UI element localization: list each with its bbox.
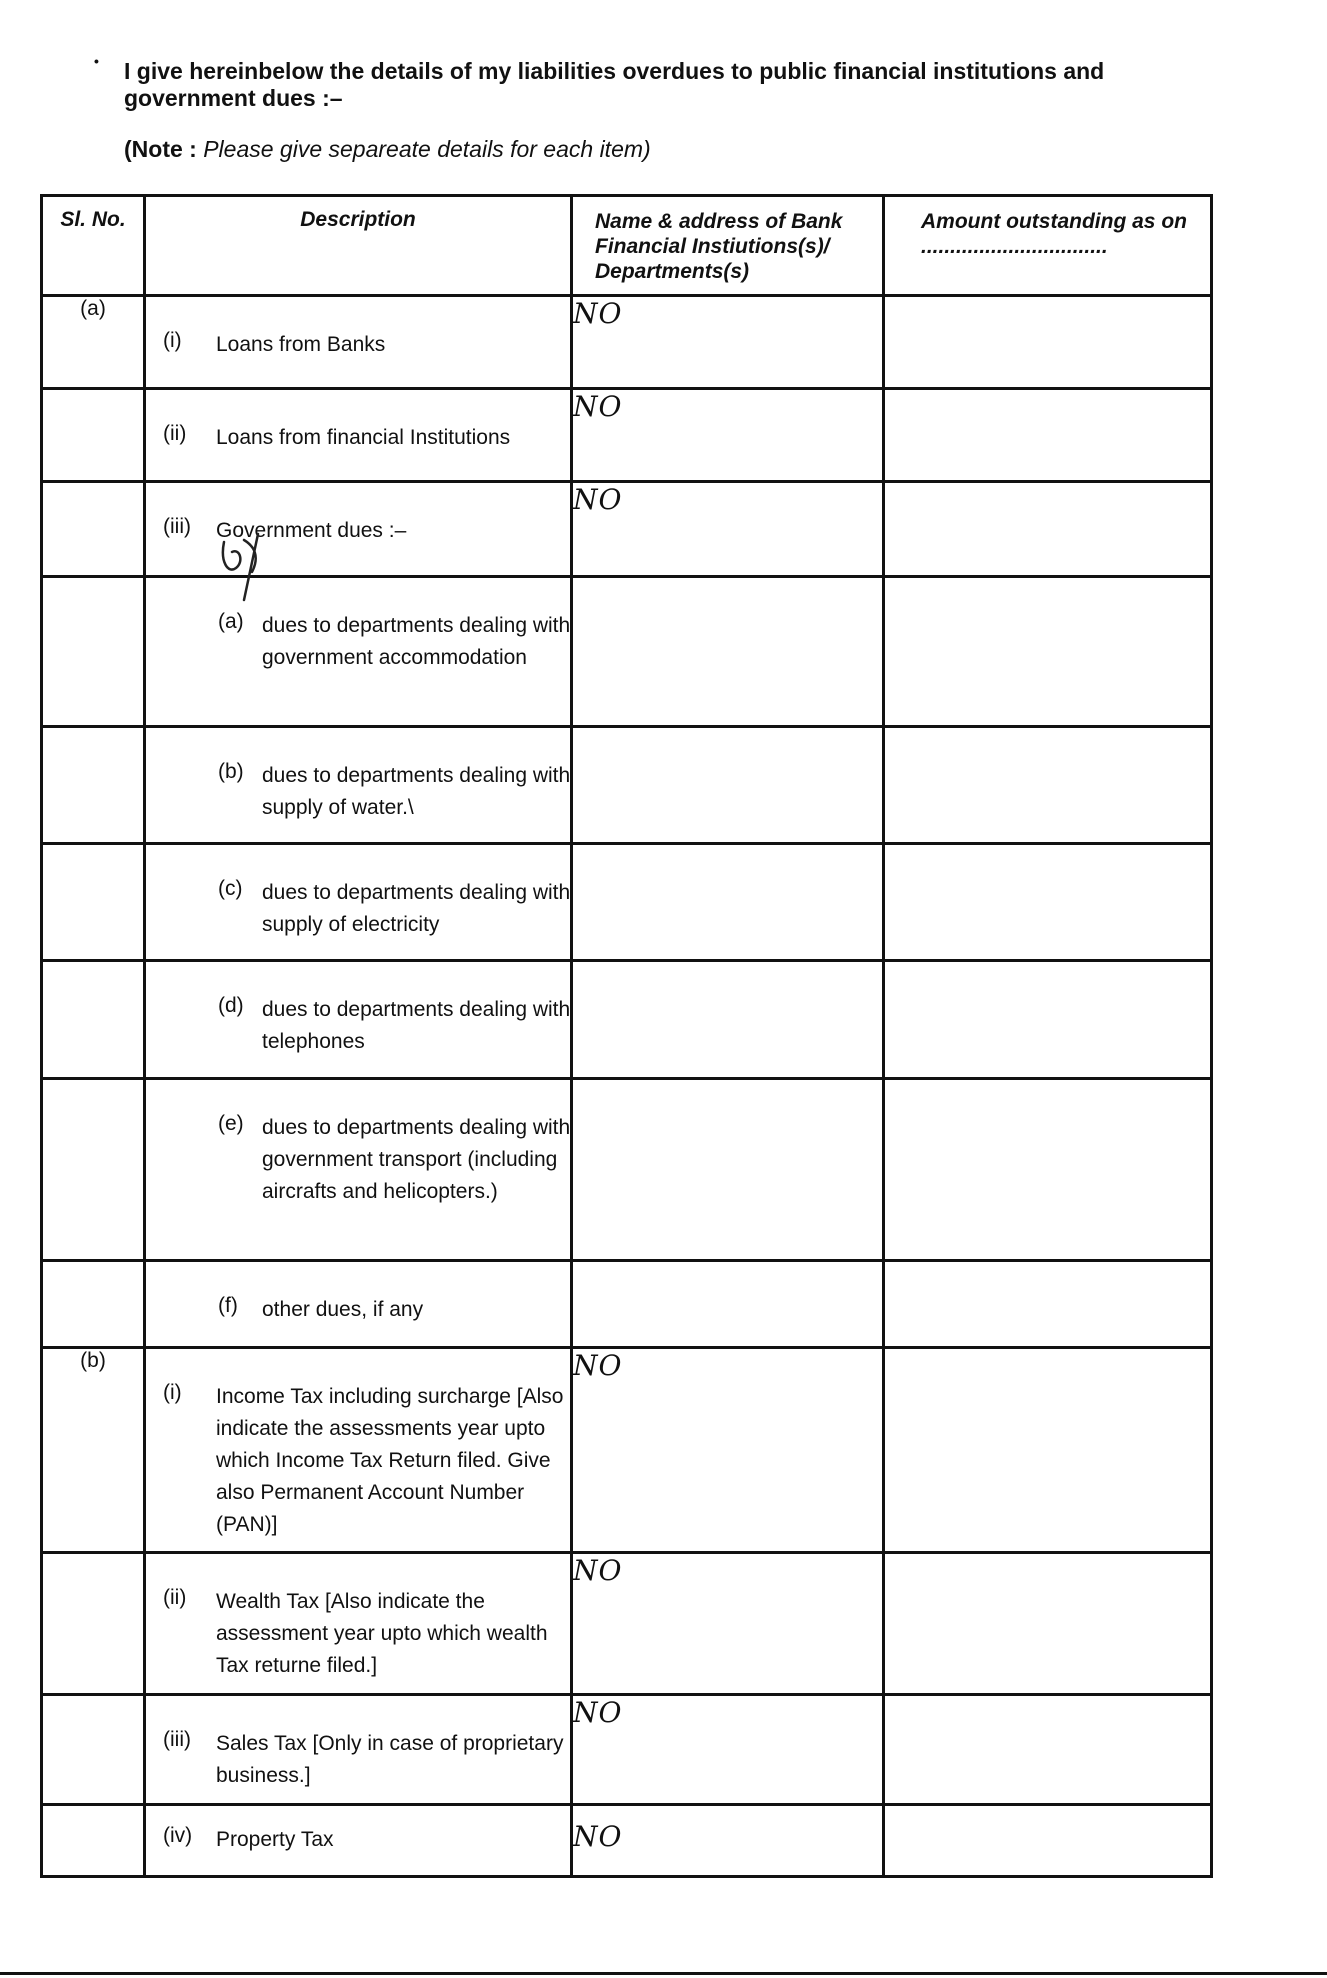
sl-no-cell (42, 844, 145, 961)
item-text: dues to departments dealing with supply of electricity (262, 881, 571, 936)
item-text: Income Tax including surcharge [Also indicate the assessments year upto which Income Tax Return filed. Give also Permanent Account Number (PAN)] (216, 1385, 564, 1536)
header-name-address: Name & address of Bank Financial Instiutions(s)/ Departments(s) (572, 196, 884, 296)
item-text: Wealth Tax [Also indicate the assessment year upto which wealth Tax returne filed.] (216, 1590, 548, 1677)
item-text: dues to departments dealing with telephones (262, 998, 571, 1053)
sl-no-cell (42, 1695, 145, 1805)
sl-no-cell (42, 389, 145, 482)
item-number: (i) (163, 1381, 182, 1404)
liabilities-table (40, 194, 1213, 1878)
handwritten-entry: NO (572, 482, 884, 577)
item-text: dues to departments dealing with supply of water.\ (262, 764, 571, 819)
sl-no-cell: (b) (42, 1348, 145, 1553)
item-number: (f) (218, 1294, 238, 1317)
amount-cell (884, 482, 1212, 577)
table-row (42, 727, 1212, 844)
item-text: other dues, if any (262, 1298, 424, 1321)
description-cell (145, 844, 572, 961)
item-number: (ii) (163, 1586, 187, 1609)
amount-cell (884, 844, 1212, 961)
item-text: Loans from Banks (216, 333, 386, 356)
sl-no-cell (42, 1805, 145, 1877)
description-cell (145, 1348, 572, 1553)
item-number: (iii) (163, 515, 191, 538)
description-cell (145, 1695, 572, 1805)
header-sl-no: Sl. No. (42, 196, 145, 296)
page-bottom-rule (0, 1972, 1327, 1975)
amount-cell (884, 1805, 1212, 1877)
amount-cell (884, 296, 1212, 389)
sl-no-cell: (a) (42, 296, 145, 389)
item-number: (ii) (163, 422, 187, 445)
sl-no-cell (42, 1553, 145, 1695)
table-row (42, 1553, 1212, 1695)
description-cell (145, 727, 572, 844)
table-row (42, 296, 1212, 389)
description-cell (145, 482, 572, 577)
amount-cell (884, 577, 1212, 727)
item-number: (a) (218, 610, 244, 633)
sl-no-cell (42, 482, 145, 577)
handwritten-entry (572, 961, 884, 1079)
description-cell (145, 961, 572, 1079)
amount-cell (884, 1079, 1212, 1261)
handwritten-entry: NO (572, 389, 884, 482)
item-number: (b) (218, 760, 244, 783)
sl-no-cell (42, 961, 145, 1079)
table-row (42, 1079, 1212, 1261)
intro-statement: I give hereinbelow the details of my liabilities overdues to public financial institutions and government dues :– (124, 58, 1105, 111)
handwritten-entry: NO (572, 1553, 884, 1695)
item-text: Government dues :– (216, 519, 407, 542)
handwritten-entry (572, 1261, 884, 1348)
handwritten-entry: NO (572, 1805, 884, 1877)
amount-cell (884, 1695, 1212, 1805)
table-row (42, 1695, 1212, 1805)
item-text: dues to departments dealing with government accommodation (262, 614, 571, 669)
item-text: Loans from financial Institutions (216, 426, 511, 449)
description-cell (145, 577, 572, 727)
amount-cell (884, 1261, 1212, 1348)
description-cell (145, 296, 572, 389)
item-number: (iv) (163, 1824, 193, 1847)
item-text: Property Tax (216, 1828, 334, 1851)
description-cell (145, 1261, 572, 1348)
table-row (42, 389, 1212, 482)
table-row (42, 1805, 1212, 1877)
item-number: (c) (218, 877, 243, 900)
amount-cell (884, 727, 1212, 844)
amount-cell (884, 1348, 1212, 1553)
item-text: Sales Tax [Only in case of proprietary business.] (216, 1732, 564, 1787)
note-label: (Note : (124, 136, 197, 162)
handwritten-entry (572, 844, 884, 961)
item-number: (e) (218, 1112, 244, 1135)
handwritten-entry: NO (572, 1695, 884, 1805)
header-description: Description (145, 196, 572, 296)
initials-scribble (214, 522, 294, 602)
description-cell (145, 389, 572, 482)
description-cell (145, 1805, 572, 1877)
sl-no-cell (42, 577, 145, 727)
note (124, 136, 651, 163)
bullet-mark: • (94, 53, 99, 69)
description-cell (145, 1079, 572, 1261)
amount-cell (884, 961, 1212, 1079)
header-amount-outstanding: Amount outstanding as on ................................ (884, 196, 1212, 296)
table-row (42, 961, 1212, 1079)
item-number: (iii) (163, 1728, 191, 1751)
table-row (42, 844, 1212, 961)
handwritten-entry: NO (572, 296, 884, 389)
description-cell (145, 1553, 572, 1695)
sl-no-cell (42, 727, 145, 844)
handwritten-entry (572, 577, 884, 727)
amount-cell (884, 389, 1212, 482)
table-row (42, 1261, 1212, 1348)
amount-cell (884, 1553, 1212, 1695)
sl-no-cell (42, 1261, 145, 1348)
handwritten-entry (572, 1079, 884, 1261)
handwritten-entry (572, 727, 884, 844)
table-header-row (42, 196, 1212, 296)
note-text: Please give separeate details for each item) (203, 136, 651, 162)
item-number: (i) (163, 329, 182, 352)
item-text: dues to departments dealing with government transport (including aircrafts and helicopters.) (262, 1116, 571, 1203)
table-row (42, 1348, 1212, 1553)
handwritten-entry: NO (572, 1348, 884, 1553)
item-number: (d) (218, 994, 244, 1017)
sl-no-cell (42, 1079, 145, 1261)
